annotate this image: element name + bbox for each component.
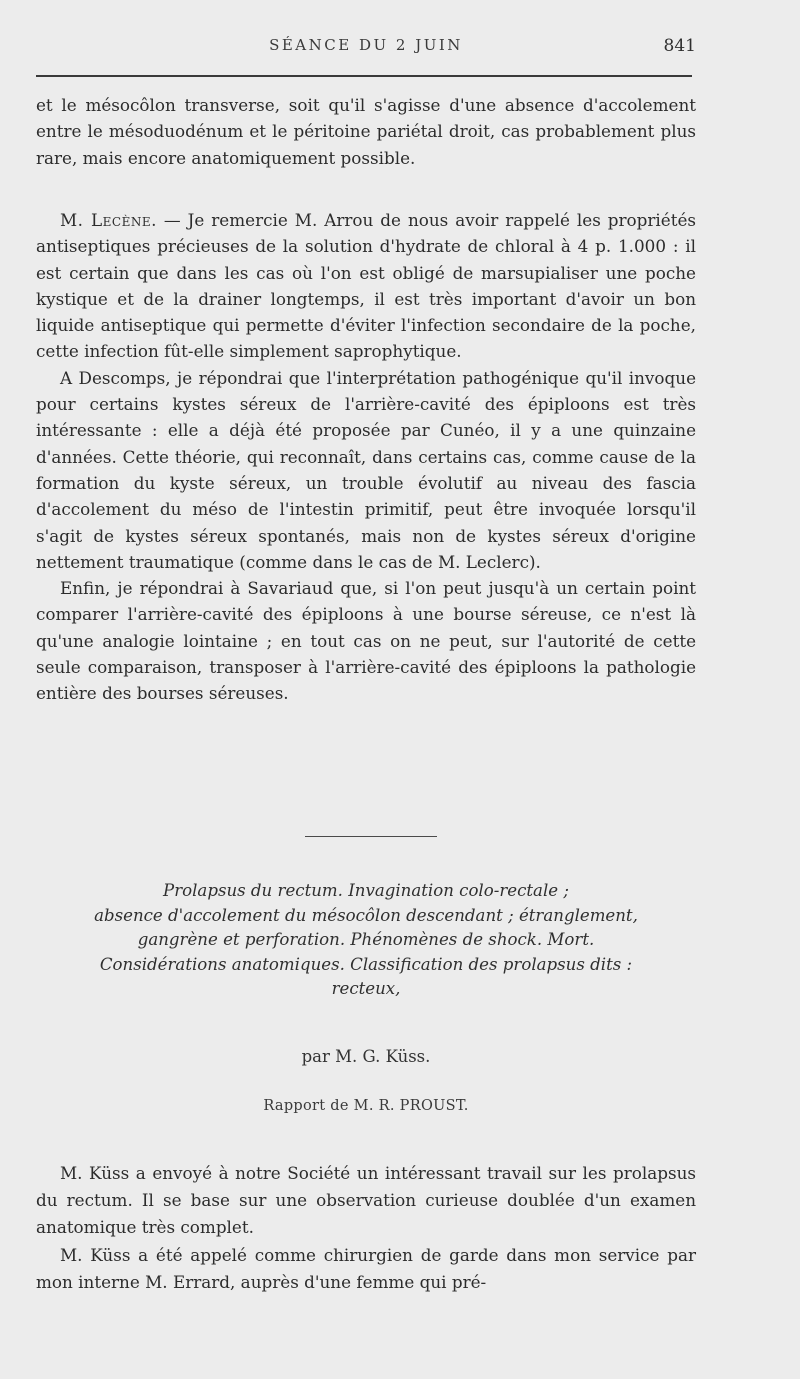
section-separator — [305, 836, 437, 837]
page-number: 841 — [663, 36, 696, 56]
lecene-remarks — [36, 207, 696, 707]
article-title-line-2: absence d'accolement du mésocôlon descendant ; étranglement, — [94, 905, 638, 925]
lecene-paragraph-1-text: — Je remercie M. Arrou de nous avoir rappelé les propriétés antiseptiques précieuses de la solution d'hydrate de chloral à 4 p. 1.000 : il est certain que dans les cas où l'on est obligé de marsupialiser une poche kystique et de la drainer longtemps, il est très important d'avoir un bon liquide antiseptique qui permette d'éviter l'infection secondaire de la poche, cette infection fût-elle simplement saprophytique. — [36, 210, 696, 362]
article-title-line-1: Prolapsus du rectum. Invagination colo-rectale ; — [163, 881, 569, 900]
report-paragraph-2: M. Küss a été appelé comme chirurgien de garde dans mon service par mon interne M. Errard, auprès d'une femme qui pré- — [36, 1244, 696, 1292]
continuation-paragraph: et le mésocôlon transverse, soit qu'il s'agisse d'une absence d'accolement entre le mésoduodénum et le péritoine pariétal droit, cas probablement plus rare, mais encore anatomiquement possible. — [36, 95, 696, 168]
article-title-line-5: recteux, — [331, 979, 401, 999]
article-title-line-4: Considérations anatomiques. Classification des prolapsus dits : — [99, 954, 633, 974]
running-title: SÉANCE DU 2 JUIN — [269, 36, 463, 54]
report-attribution: Rapport de M. R. PROUST. — [263, 1098, 469, 1114]
lecene-paragraph-1 — [36, 207, 696, 365]
header-rule — [36, 75, 692, 77]
speaker-name: M. Lecène. — [60, 210, 157, 230]
lecene-paragraph-2: A Descomps, je répondrai que l'interprétation pathogénique qu'il invoque pour certains kystes séreux de l'arrière-cavité des épiploons est très intéressante : elle a déjà été proposée par Cunéo, il y a une quinzaine d'années. Cette théorie, qui reconnaît, dans certains cas, comme cause de la formation du kyste séreux, un trouble évolutif au niveau des fascia d'accolement du méso de l'intestin primitif, peut être invoquée lorsqu'il s'agit de kystes séreux spontanés, mais non de kystes séreux d'origine nettement traumatique (comme dans le cas de M. Leclerc). — [36, 367, 696, 572]
running-header — [36, 36, 696, 60]
report-body — [36, 1160, 696, 1296]
lecene-paragraph-3: Enfin, je répondrai à Savariaud que, si l'on peut jusqu'à un certain point comparer l'arrière-cavité des épiploons à une bourse séreuse, ce n'est là qu'une analogie lointaine ; en tout cas on ne peut, sur l'autorité de cette seule comparaison, transposer à l'arrière-cavité des épiploons la pathologie entière des bourses séreuses. — [36, 578, 696, 704]
author-byline: par M. G. Küss. — [301, 1047, 431, 1066]
article-title — [36, 879, 696, 1002]
article-title-line-3: gangrène et perforation. Phénomènes de shock. Mort. — [137, 930, 595, 950]
report-paragraph-1: M. Küss a envoyé à notre Société un intéressant travail sur les prolapsus du rectum. Il se base sur une observation curieuse doublée d'un examen anatomique très complet. — [36, 1163, 696, 1238]
continuation-block — [36, 92, 696, 171]
